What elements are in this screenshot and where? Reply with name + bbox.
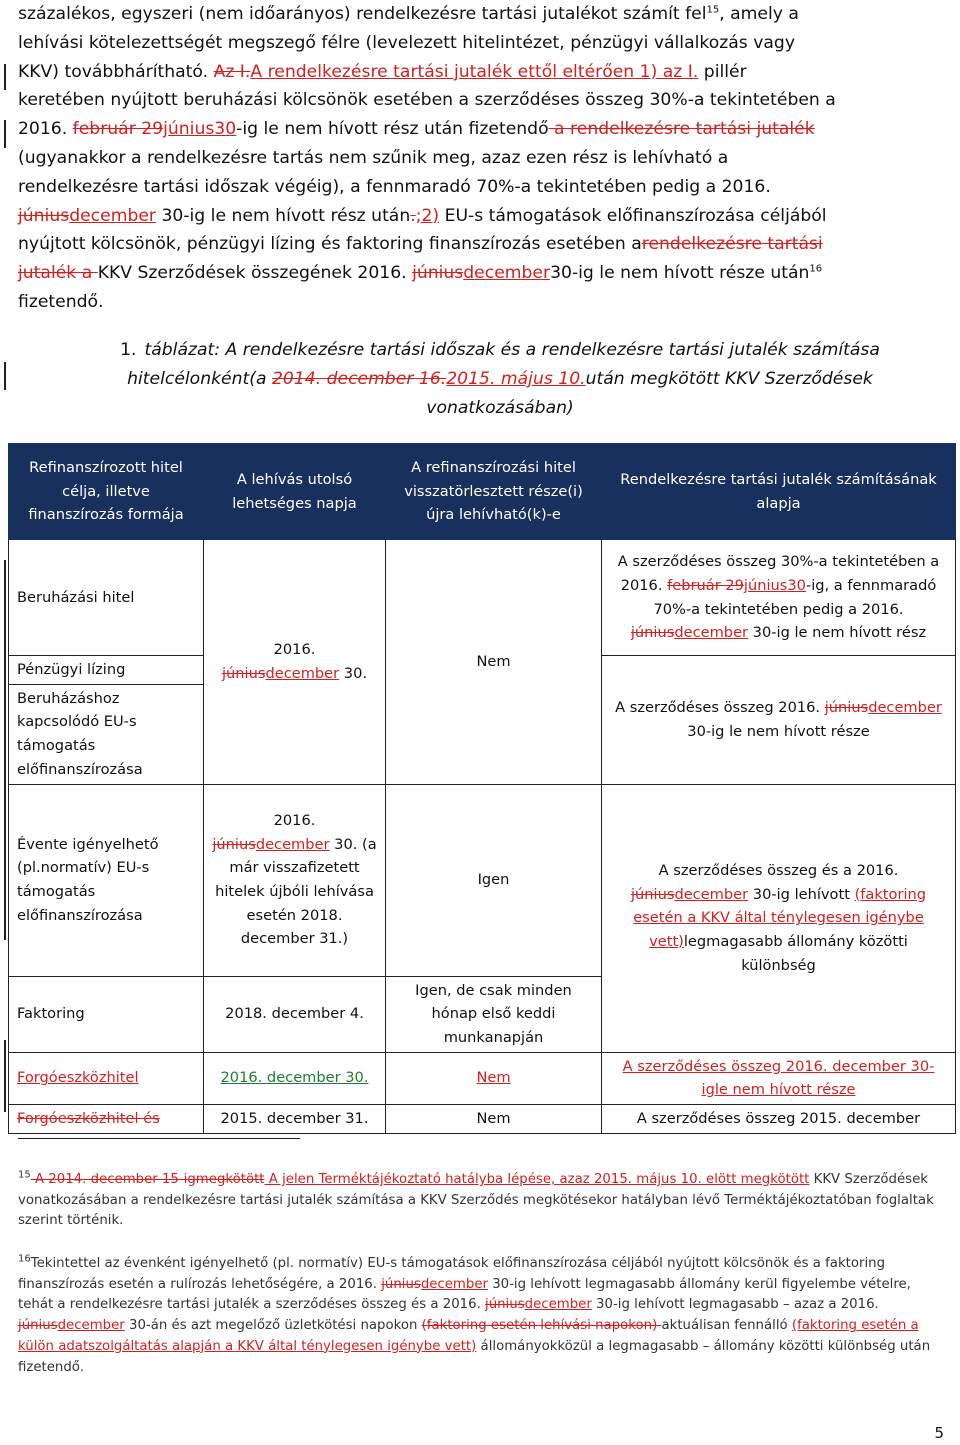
footnote-16: $^{16}$Tekintettel az évenként igényelhető (pl. normatív) EU-s támogatások előfinanszírozása céljából nyújtott kölcsönök és a faktoring finanszírozás esetén a rulírozás lehetőségére, a 2016. júniusdecember 30-ig lehívott legmagasabb állomány kerül figyelembe vételre, tehát a rendelkezésre tartási jutalék a szerződéses összeg és a 2016. júniusdecember 30-ig lehívott legmagasabb – azaz a 2016. júniusdecember 30-án és azt megelőző üzletkötési napokon (faktoring esetén lehívási napokon) aktuálisan fennálló (faktoring esetén a külön adatszolgáltatás alapján a KKV által ténylegesen igénybe vett) állományokközül a legmagasabb – állomány közötti különbség után fizetendő. bbox=[18, 1253, 931, 1375]
cell-last-draw-date: 2016. december 30. bbox=[204, 1052, 386, 1104]
change-bar bbox=[4, 64, 6, 90]
cell-purpose: Pénzügyi lízing bbox=[9, 656, 204, 685]
cell-purpose: Forgóeszközhitel és bbox=[9, 1105, 204, 1134]
table-header-row bbox=[9, 444, 956, 540]
table-row bbox=[9, 1052, 956, 1104]
cell-fee-basis: A szerződéses összeg 30%-a tekintetében a 2016. február 29június30-ig, a fennmaradó 70%-a tekintetében pedig a 2016. júniusdecember 30-ig le nem hívott rész bbox=[602, 540, 956, 656]
table-row bbox=[9, 540, 956, 656]
table-row bbox=[9, 784, 956, 976]
commitment-fee-table bbox=[8, 443, 956, 1134]
cell-purpose: Évente igényelhető (pl.normatív) EU-s támogatás előfinanszírozása bbox=[9, 784, 204, 976]
cell-purpose: Beruházáshoz kapcsolódó EU-s támogatás előfinanszírozása bbox=[9, 684, 204, 784]
cell-redrawable: Nem bbox=[386, 1105, 602, 1134]
cell-purpose: Forgóeszközhitel bbox=[9, 1052, 204, 1104]
cell-fee-basis: A szerződéses összeg 2015. december bbox=[602, 1105, 956, 1134]
page-number: 5 bbox=[934, 1424, 944, 1442]
change-bar bbox=[4, 120, 6, 148]
cell-redrawable: Nem bbox=[386, 1052, 602, 1104]
table-row bbox=[9, 1105, 956, 1134]
cell-redrawable: Igen, de csak minden hónap első keddi munkanapján bbox=[386, 976, 602, 1052]
footnote-separator bbox=[18, 1138, 300, 1139]
change-bar bbox=[4, 1040, 6, 1112]
header-cell: Refinanszírozott hitel célja, illetve finanszírozás formája bbox=[9, 444, 204, 540]
cell-last-draw-date: 2015. december 31. bbox=[204, 1105, 386, 1134]
change-bar bbox=[4, 362, 6, 390]
cell-fee-basis: A szerződéses összeg 2016. december 30-igle nem hívott része bbox=[602, 1052, 956, 1104]
body-paragraph: százalékos, egyszeri (nem időarányos) rendelkezésre tartási jutalékot számít fel$^{15}$, amely a lehívási kötelezettségét megszegő félre (levelezett hitelintézet, pénzügyi vállalkozás vagy KKV) továbbhárítható. Az I.A rendelkezésre tartási jutalék ettől eltérően 1) az I. pillér keretében nyújtott beruházási kölcsönök esetében a szerződéses összeg 30%-a tekintetében a 2016. február 29június30-ig le nem hívott rész után fizetendő a rendelkezésre tartási jutalék (ugyanakkor a rendelkezésre tartás nem szűnik meg, azaz ezen rész is lehívható a rendelkezésre tartási időszak végéig), a fennmaradó 70%-a tekintetében pedig a 2016. júniusdecember 30-ig le nem hívott rész után.;2) EU-s támogatások előfinanszírozása céljából nyújtott kölcsönök, pénzügyi lízing és faktoring finanszírozás esetében arendelkezésre tartási jutalék a KKV Szerződések összegének 2016. júniusdecember30-ig le nem hívott része után$^{16}$ fizetendő. bbox=[18, 4, 836, 312]
header-cell: Rendelkezésre tartási jutalék számításának alapja bbox=[602, 444, 956, 540]
cell-last-draw-date: 2016. júniusdecember 30. (a már visszafizetett hitelek újbóli lehívása esetén 2018. december 31.) bbox=[204, 784, 386, 976]
cell-redrawable: Igen bbox=[386, 784, 602, 976]
cell-fee-basis: A szerződéses összeg és a 2016. júniusdecember 30-ig lehívott (faktoring esetén a KKV által ténylegesen igénybe vett)legmagasabb állomány közötti különbség bbox=[602, 784, 956, 1052]
cell-last-draw-date: 2018. december 4. bbox=[204, 976, 386, 1052]
table-caption: 1. táblázat: A rendelkezésre tartási időszak és a rendelkezésre tartási jutalék számítása hitelcélonként(a 2014. december 16.2015. május 10.után megkötött KKV Szerződések vonatkozásában) bbox=[120, 340, 880, 418]
cell-redrawable: Nem bbox=[386, 540, 602, 785]
footnote-15: $^{15}$ A 2014. december 15-igmegkötött A jelen Terméktájékoztató hatályba lépése, azaz 2015. május 10. elött megkötött KKV Szerződések vonatkozásában a rendelkezésre tartási jutalék számítása a KKV Szerződés megkötésekor hatályban lévő Terméktájékoztatóban foglaltak szerint történik. bbox=[18, 1169, 934, 1229]
cell-last-draw-date: 2016. júniusdecember 30. bbox=[204, 540, 386, 785]
cell-purpose: Faktoring bbox=[9, 976, 204, 1052]
header-cell: A lehívás utolsó lehetséges napja bbox=[204, 444, 386, 540]
cell-fee-basis: A szerződéses összeg 2016. júniusdecember 30-ig le nem hívott része bbox=[602, 656, 956, 785]
header-cell: A refinanszírozási hitel visszatörlesztett része(i) újra lehívható(k)-e bbox=[386, 444, 602, 540]
change-bar bbox=[4, 560, 6, 940]
cell-purpose: Beruházási hitel bbox=[9, 540, 204, 656]
